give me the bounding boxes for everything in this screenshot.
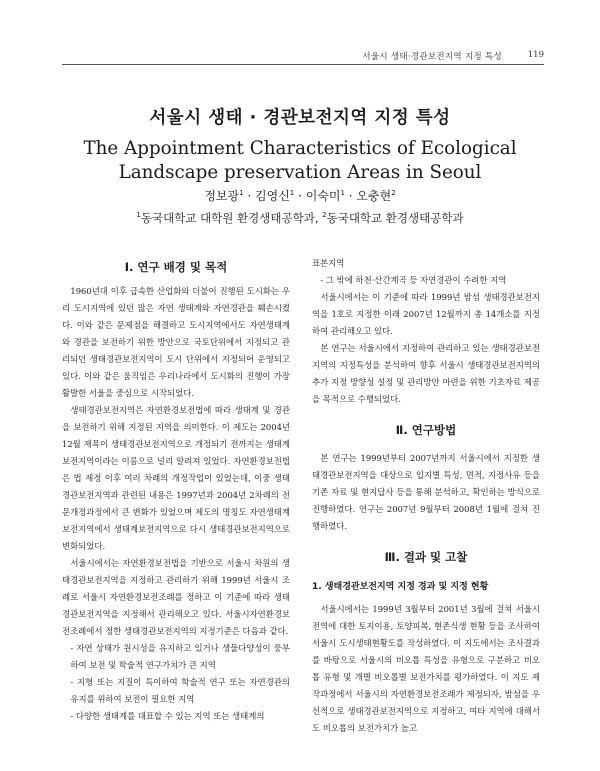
left-column [62, 255, 290, 725]
author-list: 정보광$^1$ · 김영신$^1$ · 이숙미$^1$ · 오충현$^2$ [204, 189, 396, 203]
title-korean: 서울시 생태 · 경관보전지역 지정 특성 [149, 108, 451, 128]
section-heading: Ⅰ. 연구 배경 및 목적 [124, 260, 228, 274]
running-title: 서울시 생태·경관보전지역 지정 특성 [362, 52, 502, 62]
title-english: The Appointment Characteristics of Ecological Landscape preservation Areas in Seoul [83, 138, 517, 183]
affiliation: 동국대학교 대학원 환경생태공학과, [140, 211, 319, 225]
running-header [62, 50, 544, 65]
paragraph: 1960년대 이후 급속한 산업화와 더불어 진행된 도시화는 우리 도시지역에 있던 많은 자연 생태계와 자연경관을 훼손시켰다. 이와 같은 문제점을 해결하고 도시지역에서도 자연생태계와 경관을 보전하기 위한 방안으로 국토단위에서 지정되고 관리되던 생태경관보전지역이 도시 단위에서 지정되어 운영되고 있다. 이와 같은 움직임은 우리나라에서 도시화의 진행이 가장 활발한 서울을 중심으로 시작되었다. [62, 286, 290, 398]
affiliations [0, 210, 600, 226]
paragraph: 본 연구는 1999년부터 2007년까지 서울시에서 지정한 생태경관보전지역을 대상으로 입지별 특성, 면적, 지정사유 등을 기존 자료 및 현지답사 등을 통해 분석하고, 확인하는 방식으로 진행하였다. 연구는 2007년 9월부터 2008년 1월에 걸쳐 진행하였다. [312, 453, 540, 531]
author-name: 오충현 [356, 189, 392, 203]
list-item: - 자연 상태가 원시성을 유지하고 있거나 생물다양성이 풍부하여 보전 및 학술적 연구가치가 큰 지역 [70, 643, 290, 670]
author-sup: 1 [239, 189, 244, 197]
affil-sup: 1 [136, 211, 141, 220]
paragraph: 서울시에서는 자연환경보전법을 기반으로 서울시 차원의 생태경관보전지역을 지정하고 관리하기 위해 1999년 서울시 조례로 서울시 자연환경보전조례를 정하고 이 기준에 따라 생태경관보전지역을 지정해서 관리해오고 있다. 서울시자연환경보전조례에서 정한 생태경관보전지역의 지정기준은 다음과 같다. [62, 558, 290, 636]
affil-sup: 2 [322, 211, 327, 220]
paragraph: 생태경관보전지역은 자연환경보전법에 따라 생태계 및 경관을 보전하기 위해 지정된 지역을 의미한다. 이 제도는 2004년 12월 제목이 생태경관보전지역으로 개정되기 전까지는 생태계보전지역이라는 이름으로 널리 알려져 있었다. 자연환경보전법은 법 제정 이후 여러 차례의 개정작업이 있었는데, 이중 생태경관보전지역과 관련된 내용은 1997년과 2004년 2차례의 전문개정과정에서 큰 변화가 있었으며 제도의 명칭도 자연생태계보전지역에서 생태계보전지역으로 다시 생태경관보전지역으로 변화되었다. [62, 405, 290, 551]
author-sup: 2 [391, 189, 396, 197]
list-item: - 다양한 생태계를 대표할 수 있는 지역 또는 생태계의 [70, 711, 265, 721]
paragraph: 본 연구는 서울시에서 지정하여 관리하고 있는 생태경관보전지역의 지정특성을 분석하여 향후 서울시 생태경관보전지역의 추가 지정 방향성 설정 및 관리방안 마련을 위한 기초자료 제공을 목적으로 수행되었다. [312, 343, 540, 404]
affiliation: 동국대학교 환경생태공학과 [326, 211, 464, 225]
section-heading: Ⅲ. 결과 및 고찰 [384, 550, 468, 564]
author-sup: 1 [340, 189, 345, 197]
paragraph: 서울시에서는 1999년 3월부터 2001년 3월에 걸쳐 서울시 전역에 대한 토지이용, 토양피복, 현존식생 현황 등을 조사하여 서울시 도시생태현황도를 작성하였다. 이 지도에서는 조사결과를 바탕으로 서울시의 비오톱 특성을 유형으로 구분하고 비오톱 유형 및 개별 비오톱별 보전가치를 평가하였다. 이 지도 제작과정에서 서울시의 자연환경보전조례가 제정되자, 밤섬을 우선적으로 생태경관보전지역으로 지정하고, 여타 지역에 대해서도 비오톱의 보전가치가 높고 [312, 604, 540, 733]
paragraph: 서울시에서는 이 기준에 따라 1999년 밤섬 생태경관보전지역을 1호로 지정한 이래 2007년 12월까지 총 14개소를 지정하여 관리해오고 있다. [312, 292, 540, 336]
list-item: - 그 밖에 하천·산간계곡 등 자연경관이 수려한 지역 [320, 275, 507, 285]
author-name: 이숙미 [305, 189, 341, 203]
author-sup: 1 [289, 189, 295, 197]
subsection-heading: 1. 생태경관보전지역 지정 경과 및 지정 현황 [312, 582, 489, 592]
list-item: - 지형 또는 지질이 특이하여 학술적 연구 또는 자연경관의 유지를 위하여 보전이 필요한 지역 [70, 677, 290, 704]
author-name: 정보광 [204, 189, 240, 203]
right-column [312, 255, 540, 737]
page-number: 119 [527, 50, 544, 60]
section-heading: Ⅱ. 연구방법 [395, 423, 457, 437]
author-name: 김영신 [255, 189, 290, 203]
paragraph: 표본지역 [312, 258, 345, 268]
